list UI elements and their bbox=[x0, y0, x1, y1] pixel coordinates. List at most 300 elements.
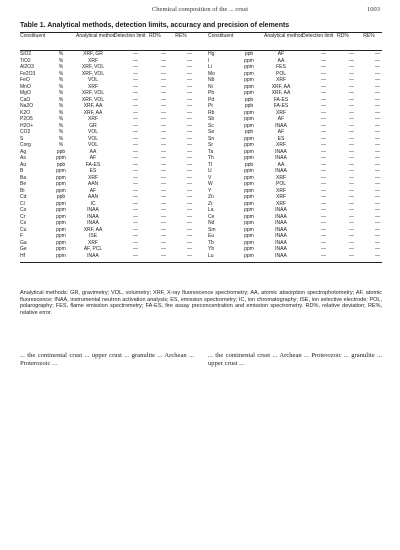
cell-re: — bbox=[187, 96, 192, 103]
cell-unit: ppm bbox=[56, 207, 66, 213]
cell-unit: % bbox=[58, 129, 64, 135]
cell-rd: — bbox=[161, 64, 166, 70]
cell-method: AF bbox=[89, 155, 97, 161]
cell-re: — bbox=[375, 213, 380, 220]
table-caption: Analytical methods: GR, gravimetry; VOL, volumetry; XRF, X-ray fluorescence spectrometry; AA, atomic absorption spectrophotometry; AF, atomic fluorescence; INAA, instrumental neutron activation analysis; ES, emission spectrometry; IC, ion chromatography; ISE, ion selective electrode; POL, polarography; FES, flame emission spectrometry; FA-ES, fire assay preconcentration and emission spectrometry. RD%, relative deviation; RE%, relative error. bbox=[20, 290, 382, 316]
cell-detection-limit: — bbox=[133, 135, 138, 142]
cell-rd: — bbox=[161, 213, 166, 220]
cell-method: XRF bbox=[88, 174, 98, 181]
cell-unit: % bbox=[58, 135, 64, 142]
cell-element: P2O5 bbox=[20, 116, 33, 122]
cell-re: — bbox=[187, 226, 192, 233]
cell-re: — bbox=[187, 220, 192, 226]
cell-rd: — bbox=[349, 161, 354, 168]
cell-detection-limit: — bbox=[321, 239, 326, 246]
cell-detection-limit: — bbox=[321, 135, 326, 142]
cell-rd: — bbox=[349, 155, 354, 161]
cell-detection-limit: — bbox=[133, 70, 138, 77]
cell-unit: % bbox=[58, 90, 64, 96]
cell-method: XRF, GR bbox=[83, 51, 103, 57]
cell-detection-limit: — bbox=[321, 233, 326, 239]
cell-element: Pt bbox=[208, 103, 213, 109]
cell-unit: ppm bbox=[56, 200, 66, 207]
cell-rd: — bbox=[161, 187, 166, 194]
cell-unit: ppm bbox=[244, 64, 254, 70]
cell-method: XRF, VOL bbox=[81, 96, 105, 103]
cell-method: INAA bbox=[275, 155, 287, 161]
cell-method: INAA bbox=[87, 252, 99, 259]
cell-detection-limit: — bbox=[321, 77, 326, 83]
cell-method: XRF, VOL bbox=[81, 70, 105, 77]
cell-detection-limit: — bbox=[321, 200, 326, 207]
table-row bbox=[20, 253, 194, 260]
cell-method: XRF bbox=[88, 57, 98, 64]
cell-detection-limit: — bbox=[321, 155, 326, 161]
cell-detection-limit: — bbox=[133, 187, 138, 194]
cell-method: INAA bbox=[87, 207, 99, 213]
cell-unit: % bbox=[58, 83, 64, 90]
cell-re: — bbox=[187, 187, 192, 194]
cell-method: INAA bbox=[275, 168, 287, 174]
cell-element: Ga bbox=[20, 239, 27, 246]
cell-method: INAA bbox=[275, 220, 287, 226]
cell-rd: — bbox=[349, 83, 354, 90]
cell-unit: ppm bbox=[244, 181, 254, 187]
cell-method: INAA bbox=[275, 207, 287, 213]
cell-element: Corg bbox=[20, 142, 31, 148]
cell-element: Tb bbox=[208, 239, 214, 246]
cell-element: Ta bbox=[208, 148, 214, 155]
cell-method: IC bbox=[90, 200, 96, 207]
cell-element: Zr bbox=[208, 200, 213, 207]
cell-rd: — bbox=[349, 70, 354, 77]
cell-detection-limit: — bbox=[321, 64, 326, 70]
cell-rd: — bbox=[349, 116, 354, 122]
cell-rd: — bbox=[161, 161, 166, 168]
cell-unit: ppm bbox=[56, 187, 66, 194]
table-row bbox=[208, 253, 382, 260]
cell-unit: ppm bbox=[244, 77, 254, 83]
cell-detection-limit: — bbox=[133, 64, 138, 70]
cell-rd: — bbox=[161, 90, 166, 96]
cell-detection-limit: — bbox=[321, 122, 326, 129]
cell-unit: ppm bbox=[244, 187, 254, 194]
cell-element: Sn bbox=[208, 135, 215, 142]
cell-re: — bbox=[187, 109, 192, 116]
cell-re: — bbox=[375, 194, 380, 200]
cell-re: — bbox=[375, 135, 380, 142]
cell-unit: ppm bbox=[56, 174, 66, 181]
cell-element: Cu bbox=[20, 226, 27, 233]
cell-re: — bbox=[187, 148, 192, 155]
cell-method: AF bbox=[89, 187, 97, 194]
cell-rd: — bbox=[349, 103, 354, 109]
page-number: 1003 bbox=[367, 6, 380, 13]
cell-detection-limit: — bbox=[133, 142, 138, 148]
cell-rd: — bbox=[161, 122, 166, 129]
cell-rd: — bbox=[349, 168, 354, 174]
cell-rd: — bbox=[161, 252, 166, 259]
cell-method: INAA bbox=[87, 213, 99, 220]
cell-element: Th bbox=[208, 155, 214, 161]
cell-element: La bbox=[208, 207, 214, 213]
body-paragraph: ... the continental crust ... Archean ... Proterozoic ... granulite ... upper crust ... bbox=[208, 352, 382, 368]
cell-element: Nd bbox=[208, 220, 215, 226]
cell-re: — bbox=[375, 96, 380, 103]
cell-method: INAA bbox=[275, 246, 287, 252]
cell-method: AA bbox=[277, 161, 285, 168]
cell-unit: % bbox=[58, 122, 64, 129]
cell-detection-limit: — bbox=[321, 168, 326, 174]
cell-unit: ppb bbox=[244, 51, 254, 57]
cell-unit: % bbox=[58, 142, 64, 148]
cell-unit: ppm bbox=[244, 83, 254, 90]
cell-method: INAA bbox=[275, 239, 287, 246]
cell-re: — bbox=[187, 168, 192, 174]
cell-element: Cl bbox=[20, 200, 25, 207]
cell-unit: ppm bbox=[244, 116, 254, 122]
cell-method: INAA bbox=[275, 213, 287, 220]
cell-rd: — bbox=[349, 96, 354, 103]
cell-method: AAN bbox=[87, 181, 99, 187]
cell-unit: % bbox=[58, 103, 64, 109]
cell-element: Cs bbox=[20, 220, 27, 226]
cell-rd: — bbox=[161, 168, 166, 174]
cell-re: — bbox=[187, 213, 192, 220]
cell-element: SiO2 bbox=[20, 51, 32, 57]
cell-element: Sc bbox=[208, 122, 214, 129]
cell-rd: — bbox=[161, 116, 166, 122]
cell-element: FeO bbox=[20, 77, 30, 83]
cell-method: XRF, AA bbox=[271, 90, 291, 96]
cell-rd: — bbox=[161, 70, 166, 77]
col-header-re: RE% bbox=[175, 33, 187, 39]
cell-element: S bbox=[20, 135, 24, 142]
cell-unit: ppb bbox=[56, 194, 66, 200]
cell-detection-limit: — bbox=[321, 246, 326, 252]
cell-detection-limit: — bbox=[321, 51, 326, 57]
cell-re: — bbox=[187, 70, 192, 77]
cell-unit: % bbox=[58, 77, 64, 83]
cell-method: FES bbox=[276, 64, 286, 70]
table-body-left bbox=[20, 51, 194, 259]
cell-method: XRF bbox=[276, 174, 286, 181]
cell-re: — bbox=[187, 142, 192, 148]
cell-method: XRF, VOL bbox=[81, 64, 105, 70]
cell-element: Pd bbox=[208, 96, 215, 103]
cell-element: Nb bbox=[208, 77, 215, 83]
cell-unit: ppm bbox=[56, 252, 66, 259]
cell-re: — bbox=[187, 83, 192, 90]
cell-element: Y bbox=[208, 187, 212, 194]
cell-rd: — bbox=[161, 200, 166, 207]
cell-unit: % bbox=[58, 70, 64, 77]
cell-method: XRF bbox=[276, 77, 286, 83]
cell-re: — bbox=[375, 70, 380, 77]
cell-re: — bbox=[375, 220, 380, 226]
cell-detection-limit: — bbox=[321, 70, 326, 77]
cell-re: — bbox=[187, 122, 192, 129]
cell-rd: — bbox=[349, 135, 354, 142]
cell-unit: ppm bbox=[244, 109, 254, 116]
cell-rd: — bbox=[349, 122, 354, 129]
cell-re: — bbox=[187, 174, 192, 181]
cell-rd: — bbox=[161, 207, 166, 213]
cell-element: I bbox=[208, 57, 210, 64]
cell-rd: — bbox=[349, 213, 354, 220]
cell-re: — bbox=[187, 77, 192, 83]
cell-element: Sr bbox=[208, 142, 213, 148]
cell-unit: ppm bbox=[244, 168, 254, 174]
cell-unit: ppm bbox=[244, 135, 254, 142]
cell-unit: ppm bbox=[244, 200, 254, 207]
cell-re: — bbox=[187, 233, 192, 239]
cell-unit: ppm bbox=[56, 220, 66, 226]
cell-re: — bbox=[375, 51, 380, 57]
cell-rd: — bbox=[161, 148, 166, 155]
element-table-right bbox=[208, 34, 382, 259]
cell-rd: — bbox=[349, 246, 354, 252]
cell-re: — bbox=[375, 246, 380, 252]
cell-rd: — bbox=[349, 252, 354, 259]
cell-rd: — bbox=[349, 64, 354, 70]
cell-method: XRF, AA bbox=[271, 83, 291, 90]
cell-re: — bbox=[187, 129, 192, 135]
cell-method: VOL bbox=[87, 135, 98, 142]
cell-detection-limit: — bbox=[133, 51, 138, 57]
cell-method: INAA bbox=[87, 220, 99, 226]
cell-unit: ppm bbox=[244, 226, 254, 233]
cell-rd: — bbox=[349, 239, 354, 246]
cell-rd: — bbox=[349, 187, 354, 194]
cell-unit: ppm bbox=[244, 213, 254, 220]
cell-element: Se bbox=[208, 129, 215, 135]
cell-method: AF, PCL bbox=[83, 246, 103, 252]
cell-rd: — bbox=[161, 109, 166, 116]
cell-re: — bbox=[375, 161, 380, 168]
cell-detection-limit: — bbox=[133, 168, 138, 174]
cell-re: — bbox=[375, 181, 380, 187]
cell-element: Yb bbox=[208, 246, 215, 252]
cell-detection-limit: — bbox=[321, 96, 326, 103]
cell-detection-limit: — bbox=[321, 220, 326, 226]
cell-method: XRF, AA bbox=[83, 103, 103, 109]
cell-method: XRF bbox=[276, 109, 286, 116]
cell-rd: — bbox=[349, 194, 354, 200]
cell-detection-limit: — bbox=[321, 142, 326, 148]
cell-rd: — bbox=[161, 226, 166, 233]
cell-re: — bbox=[187, 155, 192, 161]
body-paragraph: ... the continental crust ... upper crust ... granulite ... Archean ... Proterozoic ... bbox=[20, 352, 194, 368]
cell-rd: — bbox=[161, 194, 166, 200]
col-header-rd: RD% bbox=[149, 33, 161, 39]
cell-rd: — bbox=[161, 246, 166, 252]
cell-re: — bbox=[187, 116, 192, 122]
table-header bbox=[208, 34, 382, 51]
cell-element: Co bbox=[20, 207, 27, 213]
body-column-left bbox=[20, 352, 194, 369]
cell-re: — bbox=[375, 252, 380, 259]
cell-method: INAA bbox=[275, 122, 287, 129]
cell-element: Bi bbox=[20, 187, 25, 194]
cell-method: AF bbox=[277, 116, 285, 122]
cell-detection-limit: — bbox=[321, 83, 326, 90]
cell-re: — bbox=[375, 155, 380, 161]
cell-method: VOL bbox=[87, 77, 98, 83]
cell-element: As bbox=[20, 155, 26, 161]
cell-element: Ge bbox=[20, 246, 27, 252]
cell-method: XRF bbox=[276, 187, 286, 194]
cell-element: Mo bbox=[208, 70, 215, 77]
cell-element: Lu bbox=[208, 252, 214, 259]
cell-detection-limit: — bbox=[321, 187, 326, 194]
cell-rd: — bbox=[349, 142, 354, 148]
running-header bbox=[20, 6, 380, 18]
cell-method: POL bbox=[275, 70, 286, 77]
table-bottom-rule bbox=[20, 262, 382, 263]
cell-re: — bbox=[375, 226, 380, 233]
cell-detection-limit: — bbox=[133, 77, 138, 83]
cell-rd: — bbox=[349, 148, 354, 155]
cell-element: Hg bbox=[208, 51, 215, 57]
cell-element: Ba bbox=[20, 174, 27, 181]
cell-rd: — bbox=[161, 174, 166, 181]
cell-unit: % bbox=[58, 109, 64, 116]
cell-re: — bbox=[375, 168, 380, 174]
cell-unit: ppm bbox=[244, 239, 254, 246]
cell-method: AF bbox=[277, 129, 285, 135]
cell-element: Cr bbox=[20, 213, 26, 220]
cell-detection-limit: — bbox=[321, 116, 326, 122]
cell-unit: ppm bbox=[56, 239, 66, 246]
cell-unit: ppb bbox=[244, 161, 254, 168]
cell-detection-limit: — bbox=[133, 239, 138, 246]
element-table-left bbox=[20, 34, 194, 259]
cell-unit: ppm bbox=[244, 233, 254, 239]
table-body-right bbox=[208, 51, 382, 259]
table-header bbox=[20, 34, 194, 51]
cell-rd: — bbox=[161, 129, 166, 135]
cell-re: — bbox=[375, 103, 380, 109]
cell-element: Tl bbox=[208, 161, 213, 168]
cell-re: — bbox=[187, 135, 192, 142]
cell-detection-limit: — bbox=[133, 246, 138, 252]
col-header-method: Analytical method bbox=[76, 33, 116, 39]
cell-method: XRF bbox=[276, 200, 286, 207]
col-header-detection-limit: Detection limit bbox=[302, 33, 334, 39]
cell-unit: ppm bbox=[244, 174, 254, 181]
cell-re: — bbox=[375, 148, 380, 155]
cell-unit: ppm bbox=[244, 70, 254, 77]
cell-method: GR bbox=[89, 122, 97, 129]
cell-element: K2O bbox=[20, 109, 31, 116]
cell-method: INAA bbox=[275, 233, 287, 239]
cell-unit: ppm bbox=[56, 213, 66, 220]
cell-detection-limit: — bbox=[133, 220, 138, 226]
cell-element: Au bbox=[20, 161, 27, 168]
cell-re: — bbox=[375, 122, 380, 129]
cell-detection-limit: — bbox=[133, 233, 138, 239]
cell-element: W bbox=[208, 181, 213, 187]
cell-unit: ppm bbox=[244, 90, 254, 96]
cell-method: XRF, VOL bbox=[81, 90, 105, 96]
col-header-detection-limit: Detection limit bbox=[114, 33, 146, 39]
cell-unit: ppm bbox=[56, 233, 66, 239]
cell-element: TiO2 bbox=[20, 57, 31, 64]
cell-method: XRF, AA bbox=[83, 109, 103, 116]
cell-element: MgO bbox=[20, 90, 31, 96]
cell-element: Eu bbox=[208, 233, 215, 239]
cell-element: H2O+ bbox=[20, 122, 34, 129]
cell-element: F bbox=[20, 233, 24, 239]
running-title: Chemical composition of the ... crust bbox=[151, 6, 249, 13]
cell-element: Rb bbox=[208, 109, 215, 116]
cell-unit: ppm bbox=[244, 246, 254, 252]
cell-method: POL bbox=[275, 181, 286, 187]
cell-unit: ppb bbox=[56, 161, 66, 168]
cell-detection-limit: — bbox=[133, 207, 138, 213]
cell-method: ES bbox=[277, 135, 285, 142]
cell-unit: ppm bbox=[56, 226, 66, 233]
cell-detection-limit: — bbox=[321, 207, 326, 213]
cell-re: — bbox=[375, 142, 380, 148]
cell-re: — bbox=[187, 252, 192, 259]
cell-rd: — bbox=[161, 83, 166, 90]
cell-re: — bbox=[187, 103, 192, 109]
cell-method: FA-ES bbox=[273, 96, 289, 103]
cell-unit: ppb bbox=[244, 129, 254, 135]
cell-re: — bbox=[187, 181, 192, 187]
cell-method: ISE bbox=[88, 233, 98, 239]
cell-detection-limit: — bbox=[133, 83, 138, 90]
cell-element: V bbox=[208, 174, 212, 181]
cell-rd: — bbox=[349, 220, 354, 226]
table-title: Table 1. Analytical methods, detection limits, accuracy and precision of elements bbox=[20, 22, 290, 29]
cell-detection-limit: — bbox=[133, 148, 138, 155]
cell-re: — bbox=[375, 207, 380, 213]
cell-detection-limit: — bbox=[321, 226, 326, 233]
cell-detection-limit: — bbox=[133, 200, 138, 207]
cell-detection-limit: — bbox=[133, 90, 138, 96]
cell-re: — bbox=[375, 239, 380, 246]
cell-rd: — bbox=[349, 207, 354, 213]
cell-re: — bbox=[375, 200, 380, 207]
cell-re: — bbox=[187, 51, 192, 57]
cell-detection-limit: — bbox=[133, 194, 138, 200]
cell-method: AA bbox=[89, 148, 97, 155]
cell-element: Pb bbox=[208, 90, 215, 96]
cell-re: — bbox=[187, 200, 192, 207]
cell-rd: — bbox=[161, 220, 166, 226]
cell-element: Ni bbox=[208, 83, 213, 90]
cell-element: Ce bbox=[208, 213, 215, 220]
cell-detection-limit: — bbox=[133, 155, 138, 161]
cell-method: INAA bbox=[275, 252, 287, 259]
cell-element: Sb bbox=[208, 116, 215, 122]
cell-element: Al2O3 bbox=[20, 64, 34, 70]
cell-rd: — bbox=[161, 142, 166, 148]
cell-method: XRF bbox=[276, 142, 286, 148]
cell-detection-limit: — bbox=[133, 226, 138, 233]
cell-re: — bbox=[375, 83, 380, 90]
cell-rd: — bbox=[161, 103, 166, 109]
cell-re: — bbox=[187, 64, 192, 70]
col-header-method: Analytical method bbox=[264, 33, 304, 39]
cell-element: CaO bbox=[20, 96, 31, 103]
body-column-right bbox=[208, 352, 382, 369]
cell-rd: — bbox=[349, 200, 354, 207]
cell-unit: % bbox=[58, 51, 64, 57]
